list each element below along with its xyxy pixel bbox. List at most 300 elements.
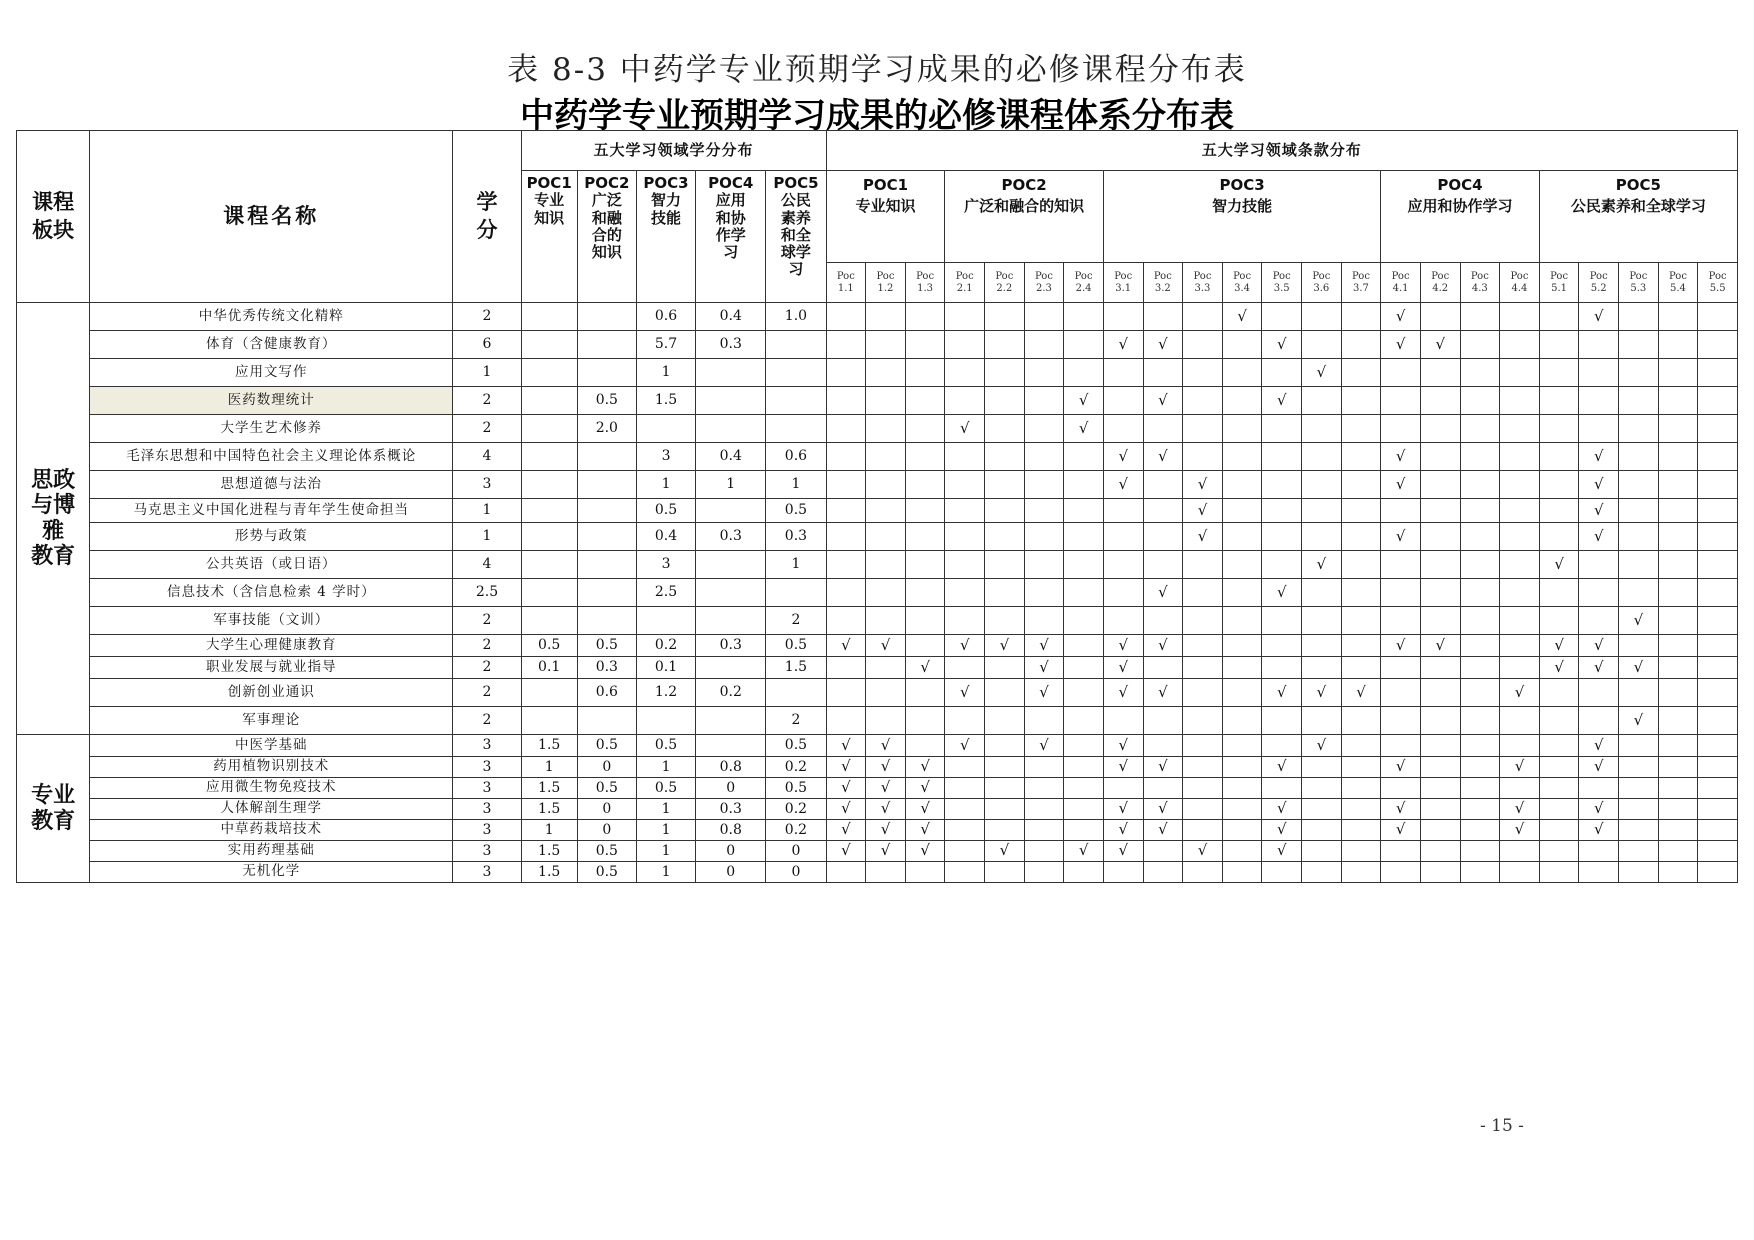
page-number: - 15 -: [1480, 1116, 1524, 1136]
empty-cell: [1698, 757, 1738, 778]
empty-cell: [1381, 862, 1421, 883]
poc-credit-header: POC1 专业 知识: [521, 171, 577, 303]
empty-cell: [1341, 735, 1381, 757]
poc-credit-cell: 0.5: [636, 735, 695, 757]
poc-subclause-header: Poc 1.2: [866, 263, 906, 303]
empty-cell: [1183, 359, 1223, 387]
empty-cell: [1619, 471, 1659, 499]
empty-cell: [1500, 579, 1540, 607]
empty-cell: [1302, 499, 1342, 523]
empty-cell: [905, 359, 945, 387]
course-name-cell: 应用微生物免疫技术: [90, 778, 453, 799]
empty-cell: [1460, 635, 1500, 657]
poc-group-header: POC5 公民素养和全球学习: [1539, 171, 1737, 263]
empty-cell: [1579, 679, 1619, 707]
poc-credit-cell: [766, 579, 826, 607]
empty-cell: [1420, 415, 1460, 443]
empty-cell: [1302, 841, 1342, 862]
empty-cell: [1183, 331, 1223, 359]
poc-credit-cell: 0.2: [766, 757, 826, 778]
empty-cell: [1302, 415, 1342, 443]
poc-group-header: POC2 广泛和融合的知识: [945, 171, 1104, 263]
check-mark-cell: √: [1381, 757, 1421, 778]
check-mark-cell: √: [1381, 799, 1421, 820]
credits-header: 学 分: [453, 131, 521, 303]
poc-credit-cell: 0.5: [636, 778, 695, 799]
empty-cell: [1500, 471, 1540, 499]
credit-cell: 2: [453, 415, 521, 443]
check-mark-cell: √: [1500, 679, 1540, 707]
credit-cell: 3: [453, 862, 521, 883]
poc-credit-cell: [521, 707, 577, 735]
poc-credit-cell: 2: [766, 607, 826, 635]
check-mark-cell: √: [1262, 820, 1302, 841]
poc-credit-cell: 0.5: [577, 387, 636, 415]
empty-cell: [1420, 707, 1460, 735]
empty-cell: [1381, 841, 1421, 862]
poc-credit-cell: [577, 579, 636, 607]
poc-credit-cell: [696, 657, 766, 679]
empty-cell: [1103, 551, 1143, 579]
check-mark-cell: √: [905, 778, 945, 799]
empty-cell: [985, 799, 1025, 820]
poc-subclause-header: Poc 2.3: [1024, 263, 1064, 303]
check-mark-cell: √: [1381, 303, 1421, 331]
poc-credit-cell: [521, 579, 577, 607]
empty-cell: [1222, 820, 1262, 841]
empty-cell: [985, 657, 1025, 679]
poc-credit-cell: [577, 443, 636, 471]
empty-cell: [1341, 359, 1381, 387]
empty-cell: [866, 359, 906, 387]
poc-credit-cell: [577, 607, 636, 635]
empty-cell: [945, 387, 985, 415]
table-row: [17, 499, 1738, 523]
empty-cell: [1460, 551, 1500, 579]
empty-cell: [1183, 657, 1223, 679]
empty-cell: [1024, 551, 1064, 579]
empty-cell: [1143, 471, 1183, 499]
credit-cell: 2: [453, 607, 521, 635]
empty-cell: [905, 471, 945, 499]
empty-cell: [1420, 471, 1460, 499]
check-mark-cell: √: [1341, 679, 1381, 707]
empty-cell: [1539, 471, 1579, 499]
check-mark-cell: √: [1103, 679, 1143, 707]
empty-cell: [905, 443, 945, 471]
empty-cell: [1064, 799, 1104, 820]
empty-cell: [866, 579, 906, 607]
empty-cell: [1222, 443, 1262, 471]
empty-cell: [1500, 331, 1540, 359]
empty-cell: [1064, 757, 1104, 778]
check-mark-cell: √: [1143, 331, 1183, 359]
poc-credit-cell: [521, 387, 577, 415]
poc-credit-cell: 1.5: [521, 841, 577, 862]
empty-cell: [1183, 635, 1223, 657]
empty-cell: [866, 551, 906, 579]
table-row: [17, 657, 1738, 679]
poc-credit-cell: 2.0: [577, 415, 636, 443]
poc-credit-cell: 0: [577, 799, 636, 820]
empty-cell: [1698, 443, 1738, 471]
empty-cell: [1658, 331, 1698, 359]
empty-cell: [1103, 387, 1143, 415]
poc-credit-cell: [696, 359, 766, 387]
check-mark-cell: √: [985, 635, 1025, 657]
poc-credit-cell: 0: [766, 841, 826, 862]
course-name-cell: 中华优秀传统文化精粹: [90, 303, 453, 331]
table-row: [17, 331, 1738, 359]
check-mark-cell: √: [1381, 820, 1421, 841]
empty-cell: [1698, 707, 1738, 735]
poc-credit-header: POC3 智力 技能: [636, 171, 695, 303]
poc-subclause-header: Poc 5.1: [1539, 263, 1579, 303]
check-mark-cell: √: [1103, 841, 1143, 862]
empty-cell: [1539, 387, 1579, 415]
poc-credit-cell: 0.3: [696, 523, 766, 551]
empty-cell: [1222, 679, 1262, 707]
credit-cell: 1: [453, 499, 521, 523]
empty-cell: [1619, 359, 1659, 387]
empty-cell: [905, 679, 945, 707]
empty-cell: [1262, 443, 1302, 471]
check-mark-cell: √: [1619, 607, 1659, 635]
empty-cell: [1698, 635, 1738, 657]
empty-cell: [1262, 635, 1302, 657]
check-mark-cell: √: [1183, 471, 1223, 499]
empty-cell: [1539, 841, 1579, 862]
empty-cell: [866, 443, 906, 471]
empty-cell: [1579, 862, 1619, 883]
empty-cell: [1420, 778, 1460, 799]
empty-cell: [826, 862, 866, 883]
empty-cell: [945, 303, 985, 331]
poc-credit-cell: [577, 523, 636, 551]
credit-cell: 2: [453, 679, 521, 707]
empty-cell: [1024, 820, 1064, 841]
empty-cell: [1064, 679, 1104, 707]
check-mark-cell: √: [985, 841, 1025, 862]
module-header: 课程 板块: [17, 131, 90, 303]
empty-cell: [1460, 303, 1500, 331]
empty-cell: [945, 862, 985, 883]
empty-cell: [1658, 607, 1698, 635]
empty-cell: [1222, 331, 1262, 359]
poc-credit-cell: 0.2: [766, 820, 826, 841]
check-mark-cell: √: [1539, 657, 1579, 679]
empty-cell: [1460, 607, 1500, 635]
empty-cell: [1341, 331, 1381, 359]
empty-cell: [866, 679, 906, 707]
empty-cell: [1698, 523, 1738, 551]
empty-cell: [1500, 657, 1540, 679]
empty-cell: [945, 841, 985, 862]
poc-subclause-header: Poc 3.3: [1183, 263, 1223, 303]
credit-cell: 3: [453, 841, 521, 862]
empty-cell: [1658, 679, 1698, 707]
empty-cell: [1143, 359, 1183, 387]
empty-cell: [1064, 523, 1104, 551]
empty-cell: [866, 331, 906, 359]
empty-cell: [1024, 387, 1064, 415]
course-name-header: 课程名称: [90, 131, 453, 303]
empty-cell: [1460, 579, 1500, 607]
empty-cell: [826, 551, 866, 579]
empty-cell: [1619, 551, 1659, 579]
check-mark-cell: √: [1262, 757, 1302, 778]
empty-cell: [1619, 679, 1659, 707]
empty-cell: [1619, 443, 1659, 471]
empty-cell: [1064, 303, 1104, 331]
course-name-cell: 人体解剖生理学: [90, 799, 453, 820]
empty-cell: [826, 607, 866, 635]
empty-cell: [985, 735, 1025, 757]
empty-cell: [1302, 471, 1342, 499]
module-cell: 思政 与博 雅 教育: [17, 303, 90, 735]
empty-cell: [1024, 415, 1064, 443]
credit-cell: 2: [453, 707, 521, 735]
check-mark-cell: √: [1064, 387, 1104, 415]
poc-credit-cell: [766, 359, 826, 387]
poc-credit-cell: 0.5: [577, 635, 636, 657]
poc-credit-cell: 0.4: [696, 443, 766, 471]
empty-cell: [1460, 820, 1500, 841]
poc-credit-cell: 0.6: [577, 679, 636, 707]
empty-cell: [826, 523, 866, 551]
empty-cell: [1183, 778, 1223, 799]
empty-cell: [1341, 443, 1381, 471]
check-mark-cell: √: [1302, 735, 1342, 757]
empty-cell: [905, 735, 945, 757]
empty-cell: [1262, 499, 1302, 523]
empty-cell: [1539, 735, 1579, 757]
empty-cell: [945, 471, 985, 499]
table-row: [17, 471, 1738, 499]
poc-credit-cell: [521, 679, 577, 707]
check-mark-cell: √: [866, 799, 906, 820]
poc-subclause-header: Poc 4.2: [1420, 263, 1460, 303]
empty-cell: [1500, 707, 1540, 735]
check-mark-cell: √: [945, 635, 985, 657]
empty-cell: [1420, 359, 1460, 387]
empty-cell: [1341, 551, 1381, 579]
empty-cell: [1341, 523, 1381, 551]
empty-cell: [1658, 778, 1698, 799]
check-mark-cell: √: [905, 757, 945, 778]
empty-cell: [1341, 757, 1381, 778]
empty-cell: [1420, 679, 1460, 707]
poc-credit-cell: 1: [636, 359, 695, 387]
empty-cell: [1222, 607, 1262, 635]
empty-cell: [985, 443, 1025, 471]
check-mark-cell: √: [1103, 471, 1143, 499]
poc-credit-header: POC2 广泛 和融 合的 知识: [577, 171, 636, 303]
poc-credit-cell: 0.4: [636, 523, 695, 551]
poc-credit-cell: 0: [766, 862, 826, 883]
empty-cell: [1500, 443, 1540, 471]
empty-cell: [1579, 551, 1619, 579]
empty-cell: [1262, 778, 1302, 799]
empty-cell: [905, 579, 945, 607]
empty-cell: [1539, 579, 1579, 607]
poc-credit-cell: 0: [577, 757, 636, 778]
poc-subclause-header: Poc 1.1: [826, 263, 866, 303]
empty-cell: [1698, 415, 1738, 443]
empty-cell: [1262, 735, 1302, 757]
check-mark-cell: √: [1381, 443, 1421, 471]
poc-credit-cell: 0.5: [766, 635, 826, 657]
empty-cell: [1183, 735, 1223, 757]
check-mark-cell: √: [1262, 799, 1302, 820]
check-mark-cell: √: [1183, 841, 1223, 862]
empty-cell: [1460, 862, 1500, 883]
empty-cell: [1143, 735, 1183, 757]
check-mark-cell: √: [826, 757, 866, 778]
empty-cell: [1579, 579, 1619, 607]
empty-cell: [1500, 635, 1540, 657]
poc-credit-cell: 1.5: [521, 862, 577, 883]
poc-credit-cell: [521, 523, 577, 551]
empty-cell: [1302, 443, 1342, 471]
empty-cell: [1222, 471, 1262, 499]
empty-cell: [1658, 499, 1698, 523]
empty-cell: [905, 551, 945, 579]
empty-cell: [985, 679, 1025, 707]
empty-cell: [1222, 387, 1262, 415]
empty-cell: [826, 387, 866, 415]
course-name-cell: 医药数理统计: [90, 387, 453, 415]
empty-cell: [945, 820, 985, 841]
clause-distribution-header: 五大学习领域条款分布: [826, 131, 1737, 171]
empty-cell: [1143, 707, 1183, 735]
empty-cell: [1539, 778, 1579, 799]
table-row: [17, 443, 1738, 471]
empty-cell: [1302, 331, 1342, 359]
empty-cell: [1698, 579, 1738, 607]
empty-cell: [1302, 657, 1342, 679]
course-name-cell: 应用文写作: [90, 359, 453, 387]
empty-cell: [1222, 735, 1262, 757]
empty-cell: [1698, 820, 1738, 841]
empty-cell: [1024, 707, 1064, 735]
empty-cell: [1262, 551, 1302, 579]
empty-cell: [1539, 799, 1579, 820]
empty-cell: [1658, 657, 1698, 679]
poc-credit-cell: [577, 471, 636, 499]
empty-cell: [1698, 657, 1738, 679]
empty-cell: [1619, 862, 1659, 883]
check-mark-cell: √: [1579, 523, 1619, 551]
check-mark-cell: √: [1500, 757, 1540, 778]
poc-credit-cell: 0.6: [636, 303, 695, 331]
check-mark-cell: √: [1024, 735, 1064, 757]
empty-cell: [1420, 579, 1460, 607]
empty-cell: [866, 862, 906, 883]
check-mark-cell: √: [866, 820, 906, 841]
empty-cell: [1500, 778, 1540, 799]
check-mark-cell: √: [1143, 443, 1183, 471]
empty-cell: [945, 657, 985, 679]
empty-cell: [1064, 820, 1104, 841]
empty-cell: [1698, 841, 1738, 862]
empty-cell: [1183, 551, 1223, 579]
empty-cell: [1341, 657, 1381, 679]
empty-cell: [1460, 471, 1500, 499]
empty-cell: [1460, 707, 1500, 735]
empty-cell: [1262, 471, 1302, 499]
empty-cell: [1183, 579, 1223, 607]
check-mark-cell: √: [1262, 331, 1302, 359]
course-name-cell: 大学生心理健康教育: [90, 635, 453, 657]
check-mark-cell: √: [1143, 757, 1183, 778]
table-row: [17, 841, 1738, 862]
poc-credit-cell: 0.5: [766, 735, 826, 757]
check-mark-cell: √: [826, 820, 866, 841]
empty-cell: [1619, 579, 1659, 607]
check-mark-cell: √: [1500, 799, 1540, 820]
check-mark-cell: √: [1143, 799, 1183, 820]
course-name-cell: 大学生艺术修养: [90, 415, 453, 443]
poc-credit-cell: 1.5: [521, 778, 577, 799]
empty-cell: [1460, 799, 1500, 820]
empty-cell: [985, 331, 1025, 359]
check-mark-cell: √: [1579, 735, 1619, 757]
poc-credit-cell: 1: [636, 820, 695, 841]
empty-cell: [826, 579, 866, 607]
empty-cell: [1619, 778, 1659, 799]
credit-cell: 3: [453, 757, 521, 778]
empty-cell: [1222, 551, 1262, 579]
empty-cell: [1619, 841, 1659, 862]
empty-cell: [1024, 778, 1064, 799]
table-row: [17, 707, 1738, 735]
empty-cell: [1064, 443, 1104, 471]
empty-cell: [905, 707, 945, 735]
empty-cell: [1341, 387, 1381, 415]
poc-credit-cell: 1: [636, 471, 695, 499]
credit-cell: 2: [453, 635, 521, 657]
empty-cell: [1222, 579, 1262, 607]
empty-cell: [1420, 443, 1460, 471]
empty-cell: [1420, 841, 1460, 862]
empty-cell: [1064, 331, 1104, 359]
check-mark-cell: √: [1262, 579, 1302, 607]
empty-cell: [1222, 657, 1262, 679]
empty-cell: [1539, 862, 1579, 883]
empty-cell: [826, 303, 866, 331]
empty-cell: [1302, 707, 1342, 735]
poc-credit-cell: 1: [636, 757, 695, 778]
empty-cell: [1500, 359, 1540, 387]
empty-cell: [1143, 551, 1183, 579]
empty-cell: [1619, 757, 1659, 778]
empty-cell: [1500, 607, 1540, 635]
empty-cell: [1619, 387, 1659, 415]
check-mark-cell: √: [1103, 735, 1143, 757]
empty-cell: [1103, 303, 1143, 331]
empty-cell: [1619, 331, 1659, 359]
course-name-cell: 公共英语（或日语）: [90, 551, 453, 579]
poc-credit-cell: [766, 679, 826, 707]
check-mark-cell: √: [905, 841, 945, 862]
empty-cell: [1579, 359, 1619, 387]
empty-cell: [985, 862, 1025, 883]
empty-cell: [1539, 820, 1579, 841]
empty-cell: [1143, 303, 1183, 331]
poc-credit-cell: [521, 499, 577, 523]
empty-cell: [826, 499, 866, 523]
